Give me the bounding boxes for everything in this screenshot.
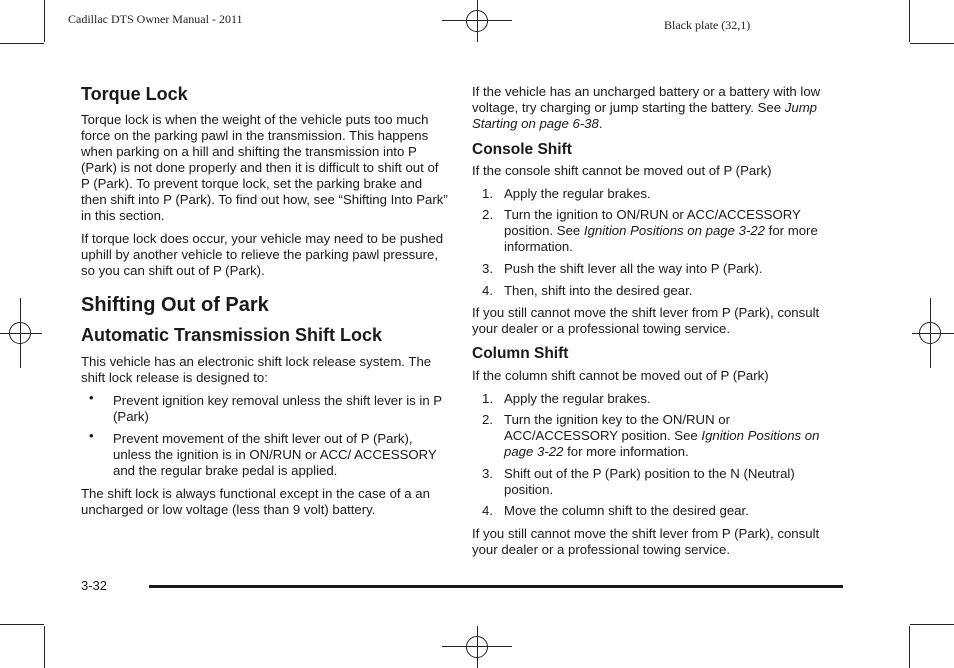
shift-lock-heading: Automatic Transmission Shift Lock	[81, 325, 383, 345]
list-item: 2. Turn the ignition key to the ON/RUN or ACC/ACCESSORY position. See Ignition Positions on page 3-22 for more information.	[482, 412, 820, 459]
crop-mark	[44, 0, 45, 42]
console-shift-steps	[472, 186, 844, 299]
crop-mark	[0, 624, 44, 625]
crop-mark	[910, 43, 954, 44]
crop-mark	[909, 626, 910, 668]
crop-mark	[909, 0, 910, 42]
list-item: 4. Then, shift into the desired gear.	[482, 283, 693, 298]
bullet-text: Prevent ignition key removal unless the shift lever is in P (Park)	[113, 393, 442, 424]
list-item: 3. Shift out of the P (Park) position to the N (Neutral) position.	[482, 466, 795, 497]
console-shift-heading: Console Shift	[472, 141, 572, 158]
footer-rule	[149, 585, 843, 588]
list-item: 2. Turn the ignition to ON/RUN or ACC/ACCESSORY position. See Ignition Positions on page 3-22 for more information.	[482, 207, 818, 254]
torque-lock-paragraph: If torque lock does occur, your vehicle may need to be pushed uphill by another vehicle to relieve the parking pawl pressure, so you can shift out of P (Park).	[81, 231, 444, 278]
list-item	[81, 428, 449, 479]
bullet-text: Prevent movement of the shift lever out of P (Park), unless the ignition is in ON/RUN or ACC/ ACCESSORY and the regular brake pedal is applied.	[113, 431, 437, 478]
list-item: 1. Apply the regular brakes.	[482, 186, 651, 201]
ignition-positions-reference: Ignition Positions on page 3-22	[583, 223, 766, 238]
print-header-title: Cadillac DTS Owner Manual - 2011	[68, 12, 243, 26]
crop-mark	[0, 43, 44, 44]
list-item: 3. Push the shift lever all the way into P (Park).	[482, 261, 763, 276]
shift-lock-outro: The shift lock is always functional except in the case of a an uncharged or low voltage (less than 9 volt) battery.	[81, 486, 430, 517]
shift-lock-bullet-list	[81, 390, 449, 479]
torque-lock-paragraph: Torque lock is when the weight of the vehicle puts too much force on the parking pawl in the transmission. This happens when parking on a hill and shifting the transmission into P (Park) is not done properly and then it is difficult to shift out of P (Park). To prevent torque lock, set the parking brake and then shift into P (Park). To find out how, see “Shifting Into Park” in this section.	[81, 112, 448, 223]
page-number: 3-32	[81, 578, 108, 593]
right-column	[472, 84, 844, 558]
left-column	[81, 83, 449, 518]
list-item: 4. Move the column shift to the desired gear.	[482, 503, 749, 518]
column-shift-intro: If the column shift cannot be moved out of P (Park)	[472, 368, 769, 383]
column-shift-heading: Column Shift	[472, 345, 569, 362]
list-item: 1. Apply the regular brakes.	[482, 391, 651, 406]
shifting-out-of-park-heading: Shifting Out of Park	[81, 294, 269, 316]
torque-lock-heading: Torque Lock	[81, 84, 188, 104]
crop-mark	[44, 626, 45, 668]
shift-lock-intro: This vehicle has an electronic shift lock release system. The shift lock release is designed to:	[81, 354, 432, 385]
battery-paragraph: If the vehicle has an uncharged battery or a battery with low voltage, try charging or jump starting the battery. See Jump Starting on page 6-38.	[472, 84, 821, 131]
bullet-marker: •	[89, 428, 94, 443]
console-shift-outro: If you still cannot move the shift lever from P (Park), consult your dealer or a professional towing service.	[472, 305, 820, 336]
column-shift-steps	[472, 391, 844, 519]
jump-starting-reference: Jump Starting on page 6-38	[472, 100, 818, 131]
crop-mark	[910, 624, 954, 625]
column-shift-outro: If you still cannot move the shift lever from P (Park), consult your dealer or a professional towing service.	[472, 526, 820, 557]
bullet-marker: •	[89, 390, 94, 405]
console-shift-intro: If the console shift cannot be moved out of P (Park)	[472, 163, 772, 178]
ignition-positions-reference: Ignition Positions on page 3-22	[504, 428, 820, 459]
list-item	[81, 390, 449, 425]
print-header-plate: Black plate (32,1)	[664, 18, 751, 32]
